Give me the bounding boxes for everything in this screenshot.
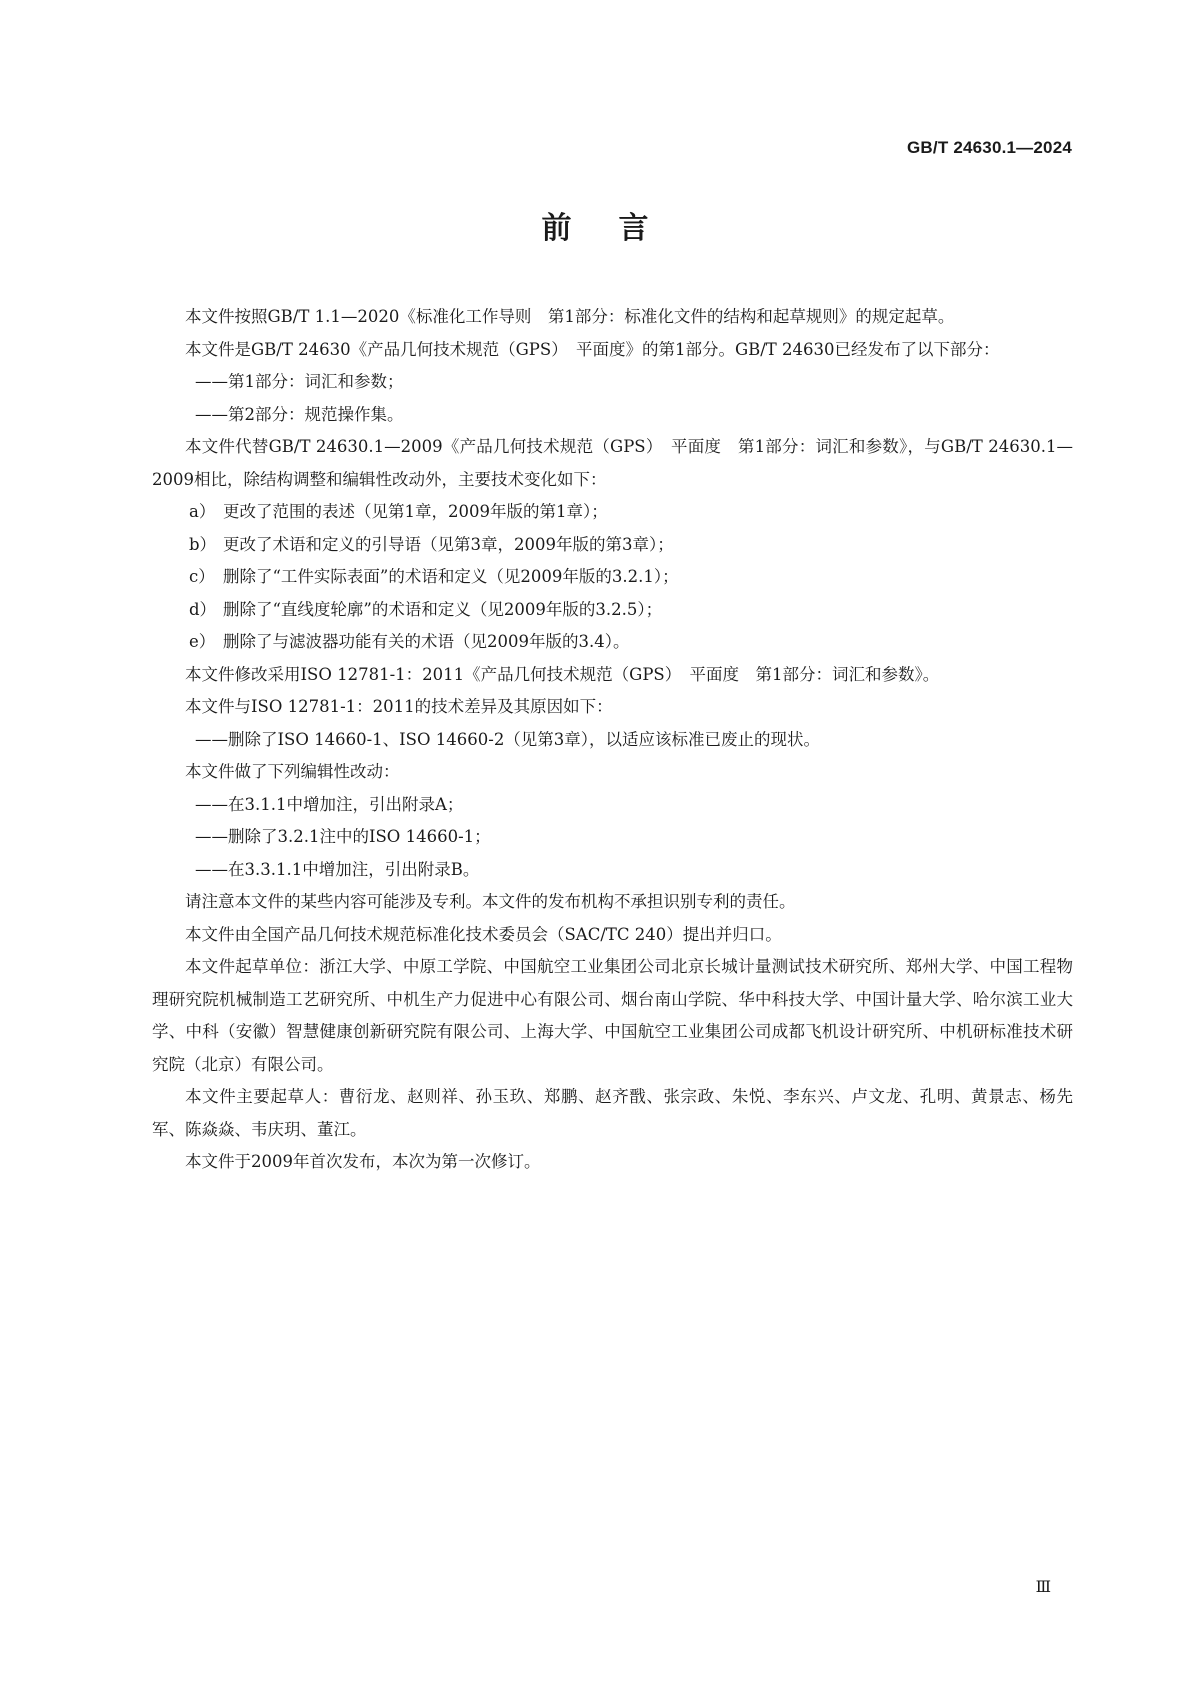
list-item-editorial-3: ——在3.3.1.1中增加注，引出附录B。 bbox=[195, 859, 480, 879]
paragraph-editorial-changes: 本文件做了下列编辑性改动： bbox=[185, 762, 400, 781]
paragraph-main-drafters: 本文件主要起草人：曹衍龙、赵则祥、孙玉玖、郑鹏、赵齐戬、张宗政、朱悦、李东兴、卢文龙、孔明、黄景志、杨先军、陈焱焱、韦庆玥、董江。 bbox=[152, 1087, 1073, 1139]
standard-code: GB/T 24630.1—2024 bbox=[907, 138, 1072, 157]
change-item-text: 删除了“直线度轮廓”的术语和定义（见2009年版的3.2.5）； bbox=[223, 599, 663, 619]
paragraph-patent-notice: 请注意本文件的某些内容可能涉及专利。本文件的发布机构不承担识别专利的责任。 bbox=[185, 892, 796, 911]
change-item-label: a） bbox=[189, 502, 216, 521]
page-title bbox=[0, 203, 1191, 247]
change-item-text: 删除了与滤波器功能有关的术语（见2009年版的3.4）。 bbox=[223, 632, 630, 651]
change-item-label: c） bbox=[189, 567, 215, 586]
paragraph-iso-adoption: 本文件修改采用ISO 12781-1：2011《产品几何技术规范（GPS） 平面度 第1部分：词汇和参数》。 bbox=[185, 664, 940, 684]
title-char-1: 前 bbox=[541, 211, 573, 246]
change-item-label: b） bbox=[189, 534, 217, 554]
change-item-c bbox=[152, 561, 1073, 594]
list-item-part-2: ——第2部分：规范操作集。 bbox=[195, 404, 404, 424]
change-item-a bbox=[152, 496, 1073, 529]
list-item-editorial-1: ——在3.1.1中增加注，引出附录A； bbox=[195, 794, 464, 814]
paragraph-proposed-by: 本文件由全国产品几何技术规范标准化技术委员会（SAC/TC 240）提出并归口。 bbox=[185, 924, 782, 944]
page-number: Ⅲ bbox=[1035, 1577, 1051, 1596]
change-item-label: e） bbox=[189, 632, 216, 651]
change-item-text: 更改了术语和定义的引导语（见第3章，2009年版的第3章）； bbox=[223, 534, 674, 554]
list-item-editorial-2: ——删除了3.2.1注中的ISO 14660-1； bbox=[195, 827, 491, 846]
change-item-text: 删除了“工件实际表面”的术语和定义（见2009年版的3.2.1）； bbox=[223, 567, 679, 586]
change-item-label: d） bbox=[189, 599, 217, 619]
change-item-text: 更改了范围的表述（见第1章，2009年版的第1章）； bbox=[223, 502, 608, 521]
paragraph-publication-history: 本文件于2009年首次发布，本次为第一次修订。 bbox=[185, 1152, 541, 1171]
change-item-e bbox=[152, 626, 1073, 659]
paragraph-replaces: 本文件代替GB/T 24630.1—2009《产品几何技术规范（GPS） 平面度 第1部分：词汇和参数》，与GB/T 24630.1—2009相比，除结构调整和编辑性改动外，主要技术变化如下： bbox=[152, 437, 1073, 489]
change-item-b bbox=[152, 529, 1073, 562]
paragraph-drafting-units: 本文件起草单位：浙江大学、中原工学院、中国航空工业集团公司北京长城计量测试技术研究所、郑州大学、中国工程物理研究院机械制造工艺研究所、中机生产力促进中心有限公司、烟台南山学院、华中科技大学、中国计量大学、哈尔滨工业大学、中科（安徽）智慧健康创新研究院有限公司、上海大学、中国航空工业集团公司成都飞机设计研究所、中机研标准技术研究院（北京）有限公司。 bbox=[152, 957, 1073, 1074]
paragraph-part-series: 本文件是GB/T 24630《产品几何技术规范（GPS） 平面度》的第1部分。GB/T 24630已经发布了以下部分： bbox=[185, 339, 1000, 359]
list-item-part-1: ——第1部分：词汇和参数； bbox=[195, 372, 404, 391]
change-item-d bbox=[152, 594, 1073, 627]
title-char-2: 言 bbox=[618, 211, 650, 246]
paragraph-technical-differences: 本文件与ISO 12781-1：2011的技术差异及其原因如下： bbox=[185, 697, 613, 716]
list-item-technical-difference: ——删除了ISO 14660-1、ISO 14660-2（见第3章），以适应该标准已废止的现状。 bbox=[195, 729, 821, 749]
document-body bbox=[152, 301, 1073, 1179]
paragraph-drafting-rules: 本文件按照GB/T 1.1—2020《标准化工作导则 第1部分：标准化文件的结构和起草规则》的规定起草。 bbox=[185, 307, 955, 326]
